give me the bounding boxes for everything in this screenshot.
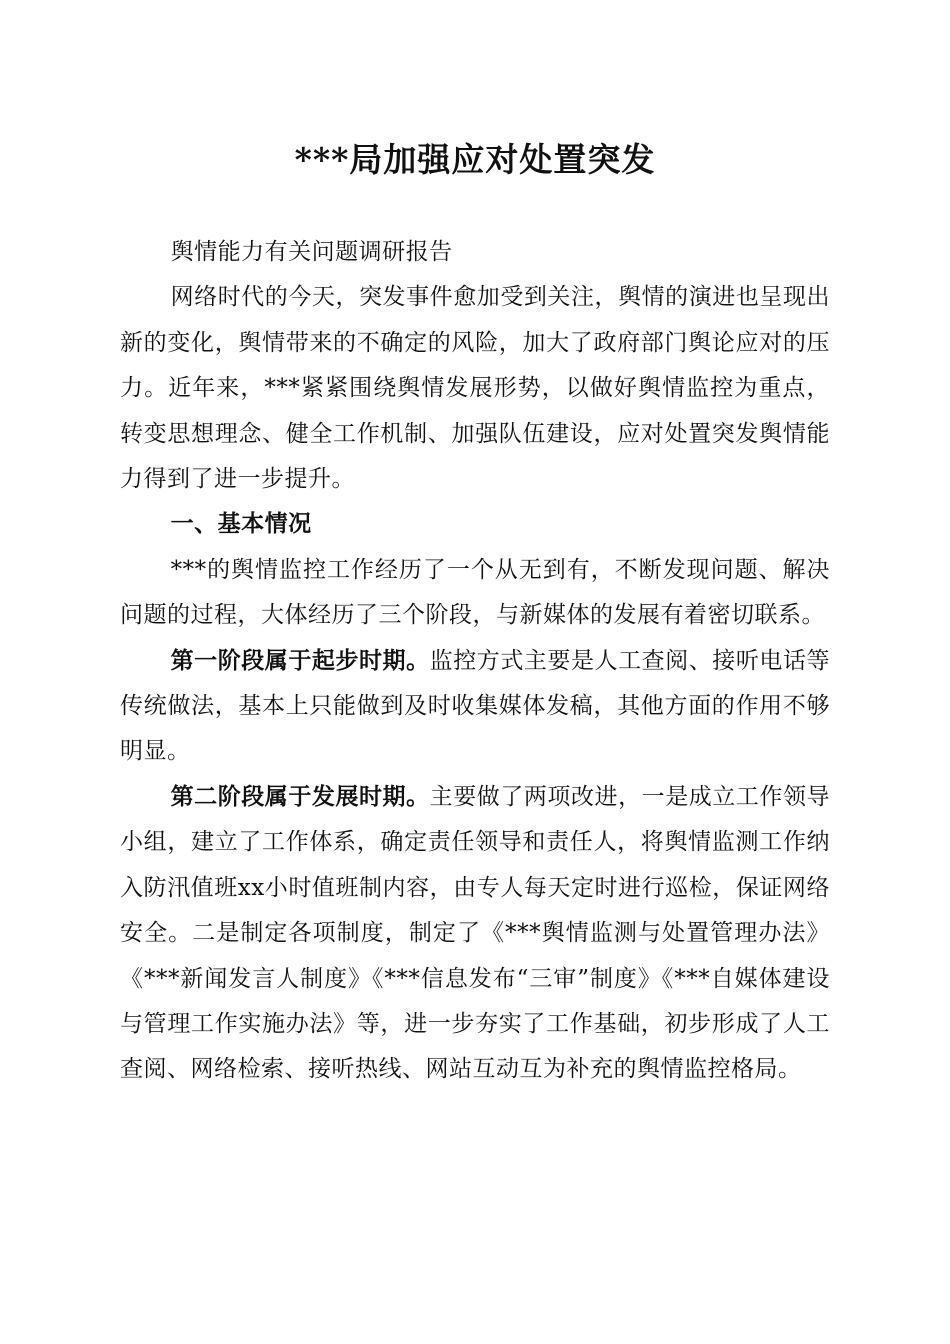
intro-paragraph: 网络时代的今天，突发事件愈加受到关注，舆情的演进也呈现出新的变化，舆情带来的不确定的风险，加大了政府部门舆论应对的压力。近年来，***紧紧围绕舆情发展形势，以做好舆情监控为重点，转变思想理念、健全工作机制、加强队伍建设，应对处置突发舆情能力得到了进一步提升。 [120, 284, 830, 493]
stage1-paragraph [120, 639, 830, 775]
document-subtitle: 舆情能力有关问题调研报告 [170, 239, 453, 265]
stage2-paragraph [120, 775, 830, 1093]
stage2-lead: 第二阶段属于发展时期。 [170, 783, 430, 810]
stage1-text: 监控方式主要是人工查阅、接听电话等传统做法，基本上只能做到及时收集媒体发稿，其他方面的作用不够明显。 [120, 647, 831, 765]
stage1-lead: 第一阶段属于起步时期。 [170, 647, 430, 674]
section1-paragraph: ***的舆情监控工作经历了一个从无到有，不断发现问题、解决问题的过程，大体经历了三个阶段，与新媒体的发展有着密切联系。 [120, 556, 830, 629]
stage2-text: 主要做了两项改进，一是成立工作领导小组，建立了工作体系，确定责任领导和责任人，将舆情监测工作纳入防汛值班xx小时值班制内容，由专人每天定时进行巡检，保证网络安全。二是制定各项制度，制定了《***舆情监测与处置管理办法》《***新闻发言人制度》《***信息发布“三审”制度》《***自媒体建设与管理工作实施办法》等，进一步夯实了工作基础，初步形成了人工查阅、网络检索、接听热线、网站互动互为补充的舆情监控格局。 [120, 783, 831, 1083]
document-body [120, 230, 830, 1093]
section-heading-basic-situation: 一、基本情况 [170, 511, 312, 538]
document-title: ***局加强应对处置突发 [294, 140, 656, 179]
